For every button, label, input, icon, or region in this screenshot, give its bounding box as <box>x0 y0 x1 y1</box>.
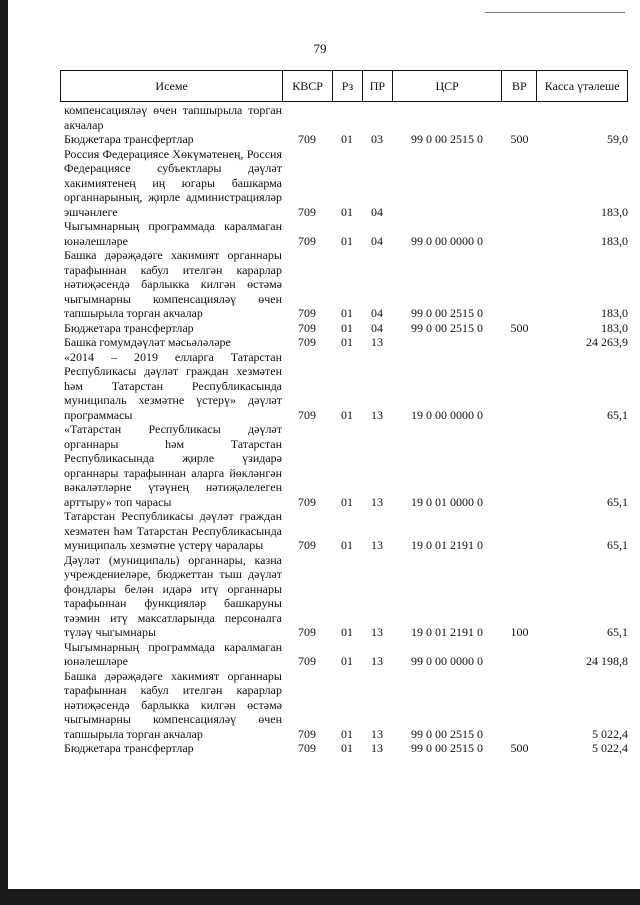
row-pr: 13 <box>371 741 383 755</box>
row-rz: 01 <box>341 132 353 146</box>
header-name: Исеме <box>155 79 188 93</box>
row-rz: 01 <box>341 204 353 219</box>
row-amount: 24 263,9 <box>586 335 628 349</box>
row-rz: 01 <box>341 335 353 349</box>
row-kvsr: 709 <box>298 726 316 741</box>
row-pr: 13 <box>371 726 383 741</box>
header-amount: Касса үтәлеше <box>536 71 627 101</box>
header-kvsr: КВСР <box>282 71 332 101</box>
row-kvsr: 709 <box>298 320 316 335</box>
row-amount: 65,1 <box>607 494 628 509</box>
table-row <box>60 103 628 132</box>
page-number: 79 <box>313 41 327 56</box>
row-pr: 13 <box>371 335 383 349</box>
row-name: «Татарстан Республикасы дәүләт органнары һәм Татарстан Республикасында җирле үзидарә органнары тарафыннан аларга йөкләнгән вәкаләтләрне үтәүнең нәтиҗәлелеген арттыру» топ чарасы <box>64 422 282 509</box>
row-pr: 13 <box>371 625 383 639</box>
row-csr: 99 0 00 2515 0 <box>411 132 483 146</box>
header-csr: ЦСР <box>392 71 502 101</box>
row-kvsr: 709 <box>298 132 316 146</box>
row-csr: 99 0 00 2515 0 <box>411 741 483 755</box>
row-name: «2014 – 2019 елларга Татарстан Республикасы дәүләт граждан хезмәтен һәм Татарстан Республикасында муниципаль хезмәтне үстерү» дәүләт программасы <box>64 349 282 422</box>
table-row <box>60 321 628 336</box>
row-kvsr: 709 <box>298 306 316 320</box>
row-name: Бюджетара трансфертлар <box>64 132 194 146</box>
header-vr: ВР <box>501 71 536 101</box>
row-kvsr: 709 <box>298 407 316 422</box>
table-row <box>60 509 628 553</box>
row-csr: 19 0 01 0000 0 <box>411 494 483 509</box>
row-kvsr: 709 <box>298 654 316 668</box>
row-vr: 500 <box>510 320 529 335</box>
row-pr: 04 <box>371 233 383 248</box>
row-kvsr: 709 <box>298 538 316 552</box>
row-rz: 01 <box>341 320 353 335</box>
scan-bottom-edge <box>0 889 640 905</box>
row-name: Башка гомумдәүләт мәсьәләләре <box>64 335 231 349</box>
row-name: компенсацияләү өчен тапшырыла торган акчалар <box>64 103 282 132</box>
row-csr: 19 0 00 0000 0 <box>411 407 483 422</box>
row-name: Бюджетара трансфертлар <box>64 320 194 335</box>
row-vr: 500 <box>510 741 529 755</box>
row-kvsr: 709 <box>298 335 316 349</box>
row-pr: 04 <box>371 204 383 219</box>
row-pr: 13 <box>371 494 383 509</box>
row-vr: 100 <box>510 625 529 639</box>
row-pr: 13 <box>371 407 383 422</box>
row-kvsr: 709 <box>298 233 316 248</box>
table-row <box>60 132 628 147</box>
row-rz: 01 <box>341 741 353 755</box>
table-row <box>60 350 628 423</box>
row-rz: 01 <box>341 726 353 741</box>
row-name: Чыгымнарның программада каралмаган юнәлешләре <box>64 219 282 248</box>
row-rz: 01 <box>341 654 353 668</box>
row-vr: 500 <box>510 132 529 146</box>
row-pr: 04 <box>371 320 383 335</box>
table-row <box>60 669 628 742</box>
row-kvsr: 709 <box>298 494 316 509</box>
table-row <box>60 741 628 756</box>
row-name: Дәүләт (муниципаль) органнары, казна учреждениеләре, бюджеттан тыш дәүләт фондлары белән идарә итү органнары тарафыннан функцияләр башкаруны тәэмин итү максатларында персоналга түләү чыгымнары <box>64 552 282 639</box>
row-rz: 01 <box>341 494 353 509</box>
table-row <box>60 553 628 640</box>
row-kvsr: 709 <box>298 741 316 755</box>
row-amount: 65,1 <box>607 625 628 639</box>
row-name: Татарстан Республикасы дәүләт граждан хезмәтен һәм Татарстан Республикасында муниципаль хезмәтне үстерү чаралары <box>64 509 282 552</box>
table-header <box>60 70 628 102</box>
row-rz: 01 <box>341 233 353 248</box>
row-amount: 59,0 <box>607 132 628 146</box>
row-csr: 99 0 00 2515 0 <box>411 320 483 335</box>
row-pr: 03 <box>371 132 383 146</box>
row-amount: 65,1 <box>607 407 628 422</box>
row-kvsr: 709 <box>298 625 316 639</box>
table-row <box>60 248 628 321</box>
row-csr: 99 0 00 0000 0 <box>411 233 483 248</box>
table-body <box>60 103 628 756</box>
header-pr: ПР <box>362 71 392 101</box>
row-csr: 19 0 01 2191 0 <box>411 538 483 552</box>
row-pr: 13 <box>371 654 383 668</box>
header-rz: Рз <box>332 71 362 101</box>
row-name: Чыгымнарның программада каралмаган юнәлешләре <box>64 639 282 668</box>
row-csr: 99 0 00 2515 0 <box>411 306 483 320</box>
row-name: Россия Федерациясе Хөкүмәтенең, Россия Федерациясе субъектлары дәүләт хакимиятенең иң югары башкарма органнарының, җирле администрацияләр эшчәнлеге <box>64 146 282 219</box>
row-rz: 01 <box>341 538 353 552</box>
row-csr: 99 0 00 2515 0 <box>411 726 483 741</box>
row-amount: 65,1 <box>607 538 628 552</box>
row-amount: 183,0 <box>601 204 628 219</box>
budget-table <box>60 70 628 756</box>
row-amount: 24 198,8 <box>586 654 628 668</box>
row-pr: 13 <box>371 538 383 552</box>
row-rz: 01 <box>341 625 353 639</box>
row-amount: 183,0 <box>601 320 628 335</box>
row-rz: 01 <box>341 306 353 320</box>
row-name: Башка дәрәҗәдәге хакимият органнары тарафыннан кабул ителгән карарлар нәтиҗәсендә барлыкка килгән өстәмә чыгымнарны компенсацияләү өчен тапшырыла торган акчалар <box>64 668 282 741</box>
row-rz: 01 <box>341 407 353 422</box>
table-row <box>60 147 628 220</box>
row-kvsr: 709 <box>298 204 316 219</box>
row-csr: 99 0 00 0000 0 <box>411 654 483 668</box>
row-name: Башка дәрәҗәдәге хакимият органнары тарафыннан кабул ителгән карарлар нәтиҗәсендә барлыкка килгән өстәмә чыгымнарны компенсацияләү өчен тапшырыла торган акчалар <box>64 248 282 320</box>
table-row <box>60 422 628 509</box>
row-name: Бюджетара трансфертлар <box>64 741 194 755</box>
row-amount: 5 022,4 <box>592 741 628 755</box>
scan-left-edge <box>0 0 8 905</box>
table-row <box>60 640 628 669</box>
table-row <box>60 219 628 248</box>
row-csr: 19 0 01 2191 0 <box>411 625 483 639</box>
row-pr: 04 <box>371 306 383 320</box>
table-row <box>60 335 628 350</box>
row-amount: 183,0 <box>601 306 628 320</box>
row-amount: 183,0 <box>601 233 628 248</box>
scan-top-rule <box>485 12 625 13</box>
row-amount: 5 022,4 <box>592 726 628 741</box>
